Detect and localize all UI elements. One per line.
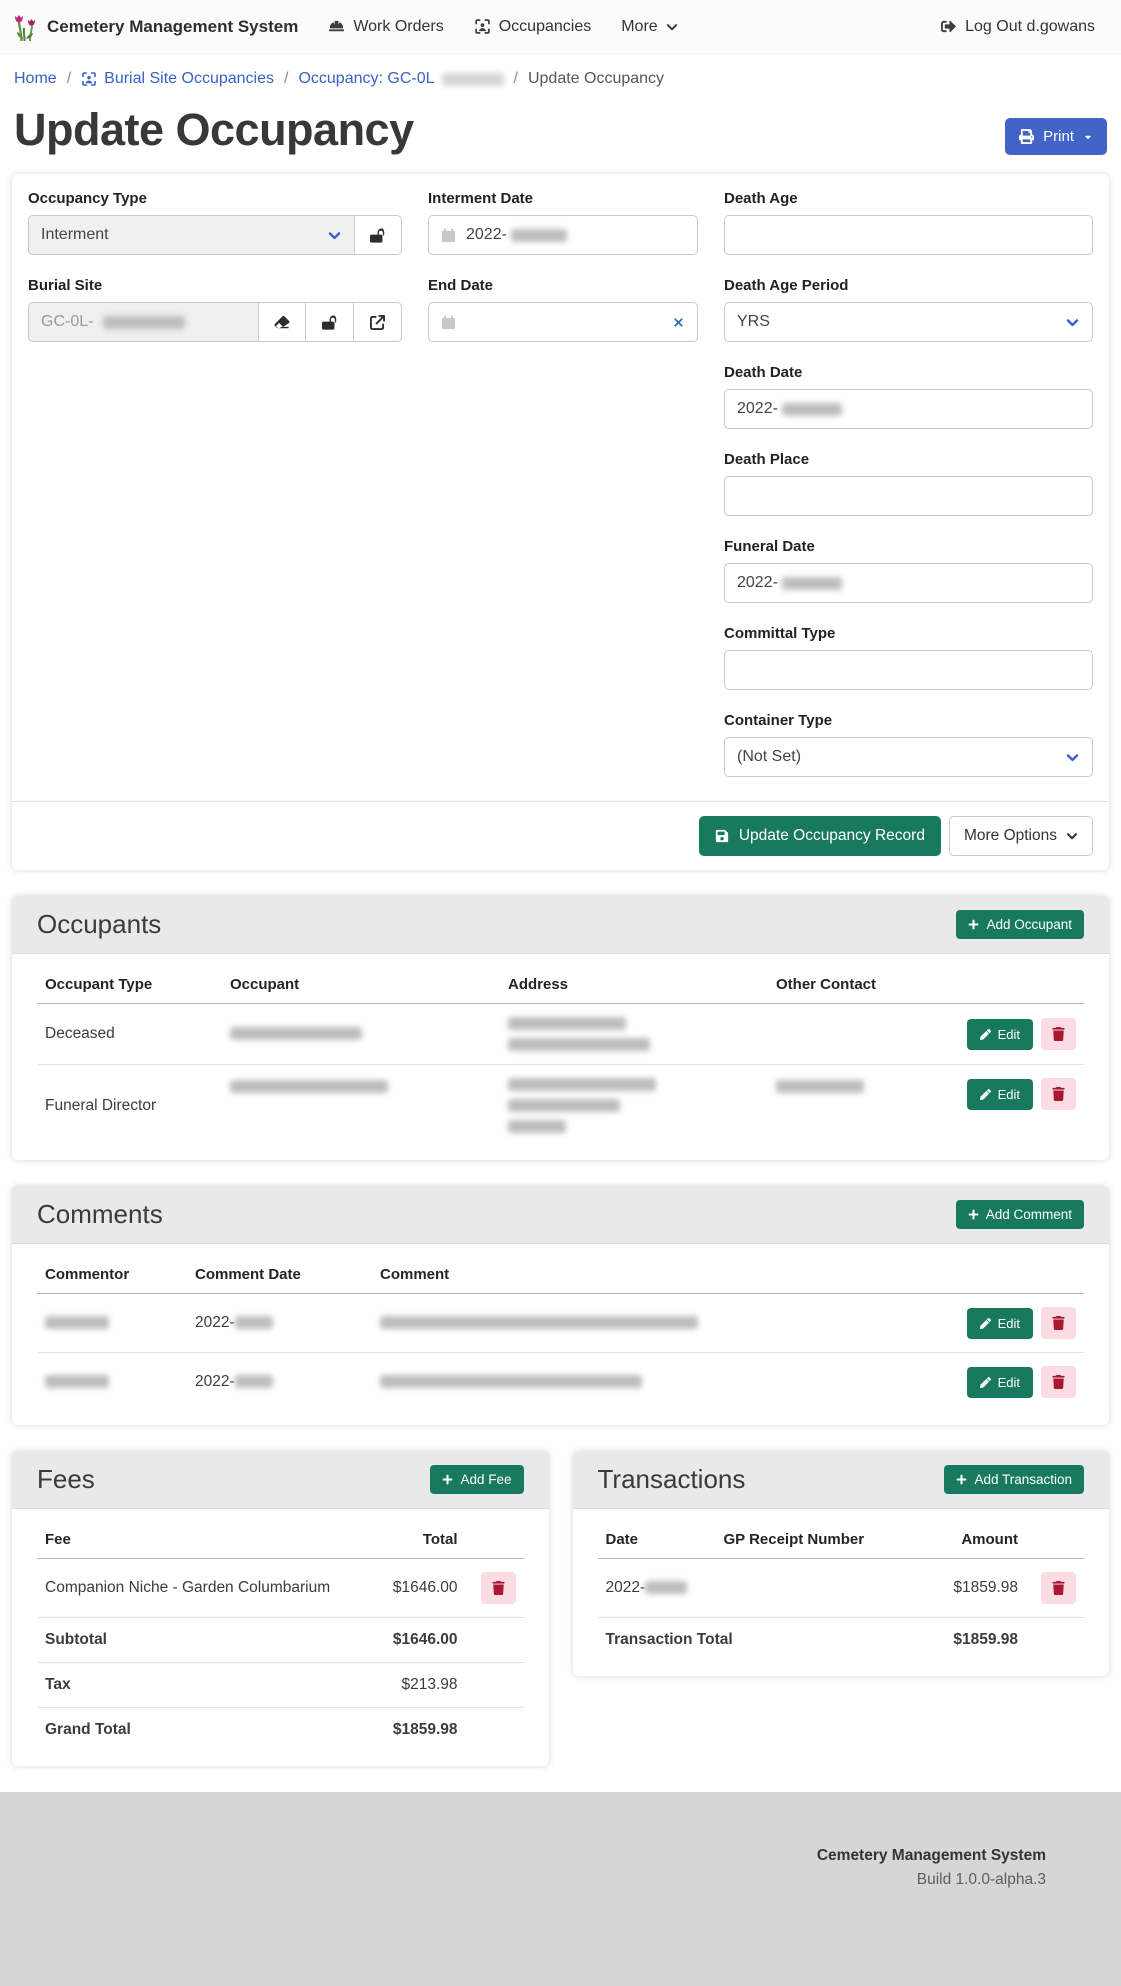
nav-work-orders[interactable] [328, 18, 443, 36]
submit-label: Update Occupancy Record [738, 827, 925, 844]
death-age-input[interactable] [724, 215, 1093, 255]
pencil-icon [980, 1377, 991, 1388]
redacted-text [235, 1375, 273, 1388]
redacted-text [230, 1027, 362, 1040]
printer-icon [1019, 129, 1034, 144]
breadcrumb-home[interactable]: Home [14, 70, 57, 87]
plus-icon [442, 1474, 453, 1485]
footer-app-title: Cemetery Management System [816, 1847, 1046, 1864]
column-header [1026, 1517, 1084, 1559]
subtotal-value: $1646.00 [356, 1618, 466, 1663]
unlock-icon [370, 228, 386, 243]
external-link-icon [370, 315, 385, 330]
page-title: Update Occupancy [14, 104, 414, 155]
redacted-text [380, 1316, 698, 1329]
fees-card [12, 1451, 549, 1766]
trash-icon [492, 1581, 505, 1595]
breadcrumb [0, 54, 1121, 94]
chevron-down-icon [1065, 751, 1080, 764]
interment-date-input[interactable]: 2022- [428, 215, 698, 255]
redacted-text [782, 577, 842, 590]
footer-build-version: Build 1.0.0-alpha.3 [916, 1871, 1046, 1888]
chevron-down-icon [1066, 830, 1078, 842]
funeral-date-label: Funeral Date [724, 538, 815, 555]
burial-site-unlock-button[interactable] [306, 302, 354, 342]
death-age-period-label: Death Age Period [724, 277, 849, 294]
table-row: 2022- Edit [37, 1294, 1084, 1353]
redacted-text [508, 1017, 626, 1030]
breadcrumb-burial-site-occupancies[interactable]: Burial Site Occupancies [81, 70, 274, 88]
burial-site-clear-button[interactable] [258, 302, 306, 342]
plus-icon [956, 1474, 967, 1485]
redacted-text [508, 1099, 620, 1112]
burial-site-label: Burial Site [28, 277, 103, 294]
calendar-icon [441, 228, 456, 243]
print-label: Print [1043, 128, 1074, 145]
column-header [919, 962, 1084, 1004]
nav-occupancies[interactable] [474, 18, 592, 36]
hard-hat-icon [328, 19, 345, 34]
more-options-button[interactable] [949, 816, 1093, 856]
logout-label: Log Out d.gowans [965, 17, 1095, 35]
comments-table [37, 1252, 1084, 1411]
delete-button[interactable] [1041, 1572, 1076, 1604]
breadcrumb-occupancy[interactable]: Occupancy: GC-0L [298, 70, 503, 88]
death-age-label: Death Age [724, 190, 798, 207]
table-row [37, 1004, 1084, 1065]
column-header: Fee [37, 1517, 356, 1559]
add-occupant-button[interactable]: Add Occupant [956, 910, 1084, 939]
occupant-type-cell: Funeral Director [45, 1096, 157, 1114]
table-row [37, 1708, 524, 1753]
tax-value: $213.98 [356, 1663, 466, 1708]
redacted-text [508, 1038, 650, 1051]
page-footer [0, 1792, 1121, 1986]
comments-title: Comments [37, 1199, 163, 1229]
interment-date-label: Interment Date [428, 190, 534, 207]
edit-button[interactable]: Edit [967, 1079, 1033, 1110]
eraser-icon [274, 315, 290, 330]
death-date-input[interactable]: 2022- [724, 389, 1093, 429]
redacted-text [230, 1080, 388, 1093]
committal-type-label: Committal Type [724, 625, 836, 642]
print-button[interactable] [1005, 118, 1107, 155]
fee-total: $1646.00 [356, 1559, 466, 1618]
clear-x-icon[interactable] [672, 316, 685, 329]
redacted-text [645, 1581, 687, 1594]
caret-down-icon [1083, 132, 1093, 142]
breadcrumb-separator: / [284, 70, 289, 87]
table-row [37, 1559, 524, 1618]
trash-icon [1052, 1375, 1065, 1389]
breadcrumb-separator: / [513, 70, 518, 87]
redacted-text [45, 1316, 109, 1329]
death-age-period-select[interactable]: YRS [724, 302, 1093, 342]
table-row [37, 1663, 524, 1708]
delete-button[interactable] [1041, 1366, 1076, 1398]
pencil-icon [980, 1318, 991, 1329]
grand-total-label: Grand Total [45, 1721, 131, 1738]
burial-site-open-record-button[interactable] [354, 302, 402, 342]
fees-title: Fees [37, 1464, 95, 1494]
transaction-total-label: Transaction Total [605, 1631, 733, 1648]
redacted-text [235, 1316, 273, 1329]
redacted-text [380, 1375, 642, 1388]
occupancy-type-unlock-button[interactable] [354, 215, 402, 255]
table-row [37, 1065, 1084, 1147]
nav-occupancies-label: Occupancies [498, 17, 592, 35]
burial-site-input[interactable]: GC-0L- [28, 302, 258, 342]
container-type-select[interactable]: (Not Set) [724, 737, 1093, 777]
person-frame-icon [81, 71, 97, 87]
end-date-label: End Date [428, 277, 494, 294]
nav-more-label: More [621, 17, 658, 35]
edit-button[interactable]: Edit [967, 1019, 1033, 1050]
person-frame-icon [474, 18, 491, 35]
death-place-input[interactable] [724, 476, 1093, 516]
trash-icon [1052, 1087, 1065, 1101]
column-header: Comment Date [187, 1252, 372, 1294]
redacted-text [103, 316, 185, 329]
redacted-text [442, 73, 504, 86]
nav-more[interactable] [621, 18, 677, 36]
column-header: Occupant Type [37, 962, 222, 1004]
unlock-icon [322, 315, 338, 330]
column-header: Other Contact [768, 962, 919, 1004]
breadcrumb-separator: / [66, 70, 72, 87]
occupancy-type-select[interactable]: Interment [28, 215, 354, 255]
column-header: Address [500, 962, 768, 1004]
occupants-card [12, 896, 1109, 1160]
app-brand[interactable] [14, 12, 298, 42]
fees-table [37, 1517, 524, 1752]
breadcrumb-current: Update Occupancy [527, 70, 665, 87]
occupancy-type-label: Occupancy Type [28, 190, 147, 207]
redacted-text [508, 1120, 566, 1133]
column-header: Comment [372, 1252, 919, 1294]
chevron-down-icon [327, 229, 342, 242]
redacted-text [776, 1080, 864, 1093]
calendar-icon [441, 315, 456, 330]
funeral-date-input[interactable]: 2022- [724, 563, 1093, 603]
redacted-text [45, 1375, 109, 1388]
delete-button[interactable] [481, 1572, 516, 1604]
update-occupancy-record-button[interactable] [699, 816, 941, 856]
trash-icon [1052, 1027, 1065, 1041]
gp-receipt-number [716, 1559, 936, 1618]
redacted-text [782, 403, 842, 416]
occupancy-form-card [12, 174, 1109, 870]
transactions-table [598, 1517, 1085, 1662]
death-place-label: Death Place [724, 451, 810, 468]
container-type-label: Container Type [724, 712, 833, 729]
column-header [919, 1252, 1084, 1294]
column-header: Occupant [222, 962, 500, 1004]
comments-card [12, 1186, 1109, 1425]
pencil-icon [980, 1029, 991, 1040]
column-header: Total [356, 1517, 466, 1559]
app-title: Cemetery Management System [47, 16, 299, 36]
occupants-table [37, 962, 1084, 1146]
chevron-down-icon [666, 21, 678, 33]
delete-button[interactable] [1041, 1018, 1076, 1050]
plus-icon [968, 1209, 979, 1220]
fee-name: Companion Niche - Garden Columbarium [37, 1559, 356, 1618]
edit-button[interactable]: Edit [967, 1308, 1033, 1339]
table-row: 2022- Edit [37, 1353, 1084, 1412]
column-header: Date [598, 1517, 716, 1559]
logout-button[interactable] [940, 18, 1095, 36]
add-comment-button[interactable]: Add Comment [956, 1200, 1084, 1229]
occupant-type-cell: Deceased [37, 1004, 222, 1065]
column-header: Amount [936, 1517, 1027, 1559]
delete-button[interactable] [1041, 1078, 1076, 1110]
add-transaction-button[interactable]: Add Transaction [944, 1465, 1084, 1494]
table-row: 2022- $1859.98 [598, 1559, 1085, 1618]
redacted-text [511, 229, 567, 242]
pencil-icon [980, 1089, 991, 1100]
transaction-amount: $1859.98 [936, 1559, 1027, 1618]
column-header [466, 1517, 524, 1559]
chevron-down-icon [1065, 316, 1080, 329]
transactions-card [573, 1451, 1110, 1676]
add-fee-button[interactable]: Add Fee [430, 1465, 523, 1494]
end-date-input[interactable] [428, 302, 698, 342]
occupants-title: Occupants [37, 909, 162, 939]
column-header: GP Receipt Number [716, 1517, 936, 1559]
trash-icon [1052, 1581, 1065, 1595]
redacted-text [508, 1078, 656, 1091]
committal-type-input[interactable] [724, 650, 1093, 690]
save-icon [715, 829, 729, 843]
grand-total-value: $1859.98 [392, 1721, 458, 1738]
sign-out-icon [940, 19, 957, 34]
table-row [37, 1618, 524, 1663]
delete-button[interactable] [1041, 1307, 1076, 1339]
top-navbar [0, 0, 1121, 54]
death-date-label: Death Date [724, 364, 803, 381]
column-header: Commentor [37, 1252, 187, 1294]
transaction-total-value: $1859.98 [953, 1631, 1018, 1648]
edit-button[interactable]: Edit [967, 1367, 1033, 1398]
table-row [598, 1618, 1085, 1663]
plus-icon [968, 919, 979, 930]
tulip-logo-icon [14, 12, 37, 42]
tax-label: Tax [37, 1663, 356, 1708]
transactions-title: Transactions [597, 1464, 746, 1494]
more-options-label: More Options [963, 827, 1057, 844]
subtotal-label: Subtotal [37, 1618, 356, 1663]
trash-icon [1052, 1316, 1065, 1330]
nav-work-orders-label: Work Orders [353, 17, 444, 35]
